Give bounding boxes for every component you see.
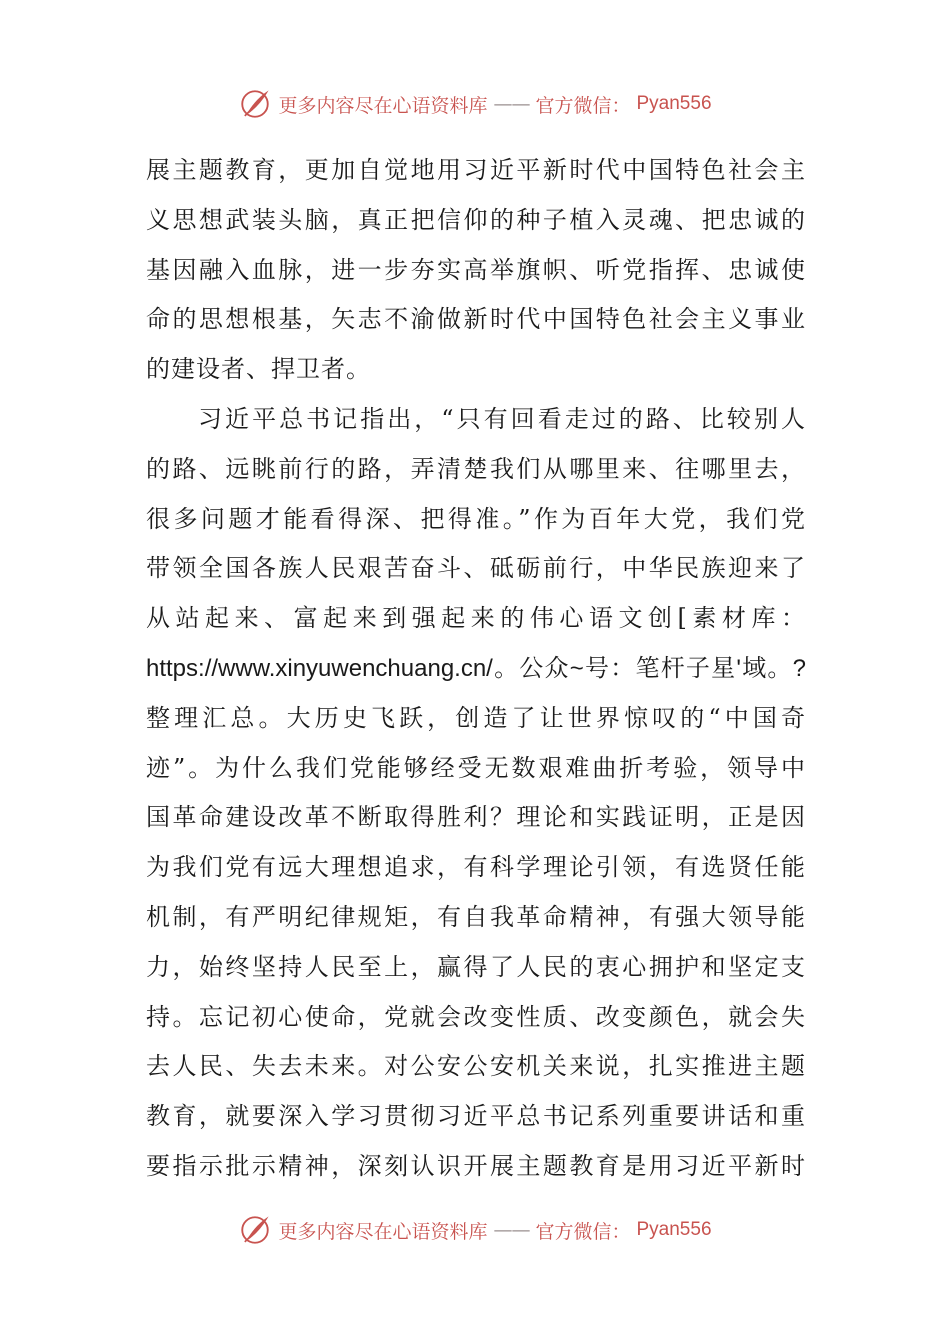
text-line: 命的思想根基，矢志不渝做新时代中国特色社会主义事业 (146, 305, 806, 334)
text-line: 持。忘记初心使命，党就会改变性质、改变颜色，就会失 (146, 1002, 806, 1031)
footer-banner (0, 1208, 950, 1252)
text-line: 基因融入血脉，进一步夯实高举旗帜、听党指挥、忠诚使 (146, 255, 806, 284)
text-line: 去人民、失去未来。对公安公安机关来说，扎实推进主题 (146, 1052, 806, 1081)
text-line: 带领全国各族人民艰苦奋斗、砥砺前行，中华民族迎来了 (146, 554, 806, 583)
text-line: 要指示批示精神，深刻认识开展主题教育是用习近平新时 (146, 1151, 806, 1180)
banner-wechat-id: Pyan556 (636, 1219, 712, 1240)
document-body (146, 146, 806, 1192)
text-line: 整理汇总。大历史飞跃，创造了让世界惊叹的“中国奇 (146, 703, 806, 732)
text-line: 的路、远眺前行的路，弄清楚我们从哪里来、往哪里去， (146, 454, 806, 483)
banner-separator: —— (493, 93, 530, 115)
text-line: 教育，就要深入学习贯彻习近平总书记系列重要讲话和重 (146, 1102, 806, 1131)
quill-logo-icon (238, 87, 272, 121)
text-line: 为我们党有远大理想追求，有科学理论引领，有选贤任能 (146, 853, 806, 882)
banner-title: 更多内容尽在心语资料库 (278, 1220, 488, 1243)
text-line: 的建设者、捍卫者。 (146, 355, 371, 384)
text-line: 很多问题才能看得深、把得准。”作为百年大党，我们党 (146, 504, 806, 533)
header-banner (0, 82, 950, 126)
text-line: 力，始终坚持人民至上，赢得了人民的衷心拥护和坚定支 (146, 952, 806, 981)
paragraph-first-line: 习近平总书记指出，“只有回看走过的路、比较别人 (198, 404, 806, 433)
banner-title: 更多内容尽在心语资料库 (278, 94, 488, 117)
text-line: 从站起来、富起来到强起来的伟心语文创[素材库： (146, 604, 806, 633)
text-line: 国革命建设改革不断取得胜利？理论和实践证明，正是因 (146, 803, 806, 832)
banner-wechat-id: Pyan556 (636, 93, 712, 114)
banner-wechat-label: 官方微信： (535, 1220, 631, 1243)
text-line: 展主题教育，更加自觉地用习近平新时代中国特色社会主 (146, 156, 806, 184)
banner-wechat-label: 官方微信： (535, 94, 631, 117)
quill-logo-icon (238, 1213, 272, 1247)
text-line: 迹”。为什么我们党能够经受无数艰难曲折考验，领导中 (146, 753, 806, 782)
text-line: 机制，有严明纪律规矩，有自我革命精神，有强大领导能 (146, 902, 806, 931)
text-line-url: https://www.xinyuwenchuang.cn/。公众~号：笔杆子星'域。? (146, 654, 806, 682)
banner-separator: —— (493, 1219, 530, 1241)
text-line: 义思想武装头脑，真正把信仰的种子植入灵魂、把忠诚的 (146, 205, 806, 234)
